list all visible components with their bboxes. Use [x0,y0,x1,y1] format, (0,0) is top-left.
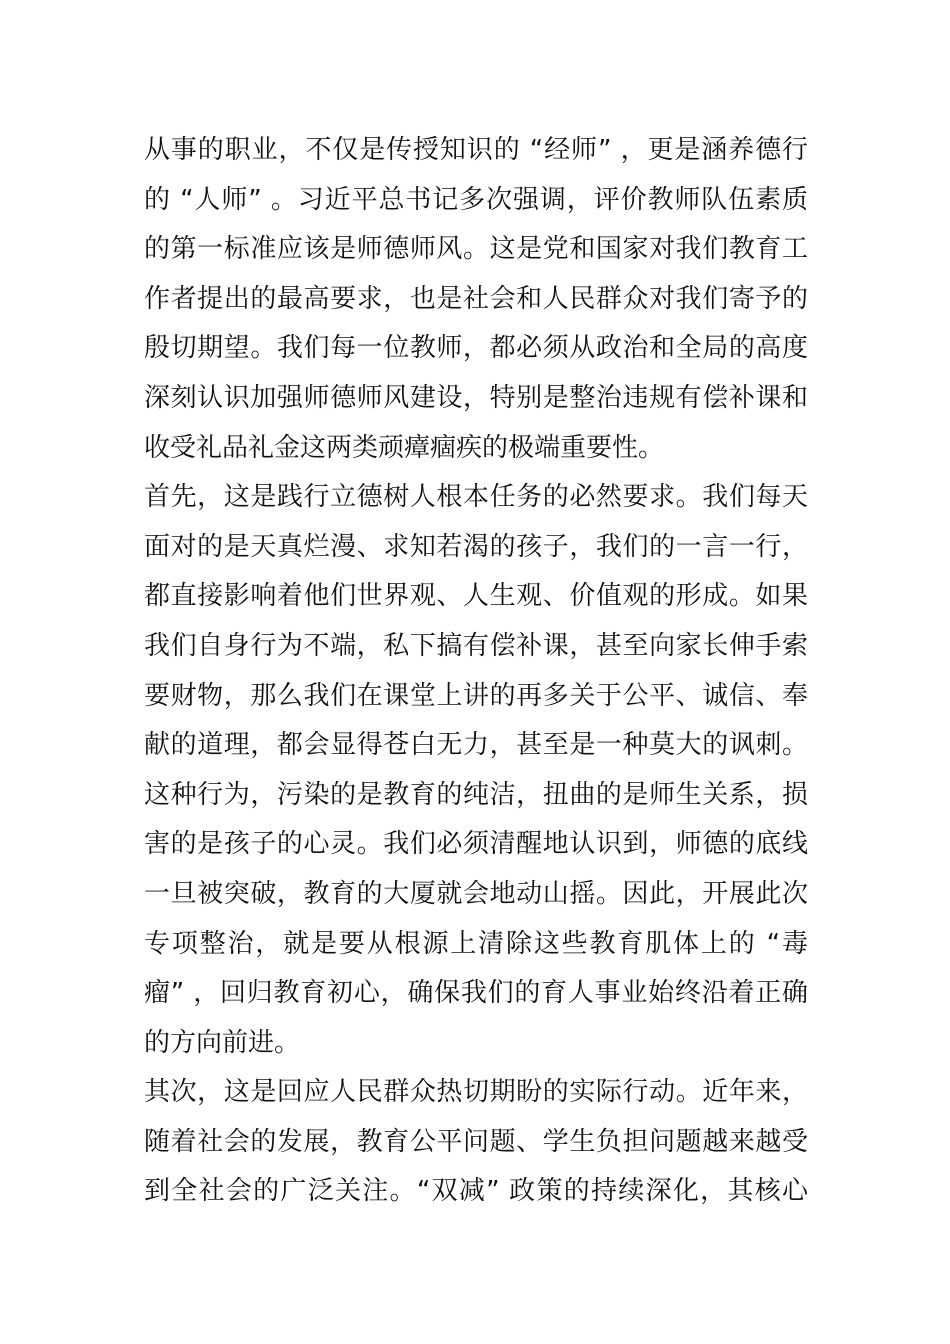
paragraph-2-line-11: 瘤” ，回归教育初心，确保我们的育人事业始终沿着正确 [144,978,808,1009]
paragraph-2-line-12: 的方向前进。 [144,1027,301,1058]
paragraph-2-line-3: 都直接影响着他们世界观、人生观、价值观的形成。如果 [144,581,808,612]
paragraph-2-line-10: 专项整治，就是要从根源上清除这些教育肌体上的 “毒 [144,928,808,959]
paragraph-2-line-8: 害的是孩子的心灵。我们必须清醒地认识到，师德的底线 [144,829,808,860]
paragraph-2-line-6: 献的道理，都会显得苍白无力，甚至是一种莫大的讽刺。 [144,730,808,761]
paragraph-2-line-5: 要财物，那么我们在课堂上讲的再多关于公平、诚信、奉 [144,680,808,711]
paragraph-2-line-4: 我们自身行为不端，私下搞有偿补课，甚至向家长伸手索 [144,630,808,661]
document-body [144,126,808,1217]
paragraph-2-line-2: 面对的是天真烂漫、求知若渴的孩子，我们的一言一行， [144,531,808,562]
paragraph-3-line-1: 其次，这是回应人民群众热切期盼的实际行动。近年来， [144,1077,808,1108]
paragraph-3-line-2: 随着社会的发展，教育公平问题、学生负担问题越来越受 [144,1126,808,1157]
paragraph-1-line-1: 从事的职业，不仅是传授知识的 “经师” ，更是涵养德行 [144,135,808,165]
paragraph-1-line-4: 作者提出的最高要求，也是社会和人民群众对我们寄予的 [144,283,808,314]
paragraph-1-line-6: 深刻认识加强师德师风建设，特别是整治违规有偿补课和 [144,382,808,413]
paragraph-2-line-7: 这种行为，污染的是教育的纯洁，扭曲的是师生关系，损 [144,779,808,810]
paragraph-2-line-1: 首先，这是践行立德树人根本任务的必然要求。我们每天 [144,482,808,513]
paragraph-1-line-2: 的 “人师” 。习近平总书记多次强调，评价教师队伍素质 [144,184,808,215]
paragraph-2-line-9: 一旦被突破，教育的大厦就会地动山摇。因此，开展此次 [144,878,808,909]
paragraph-1-line-3: 的第一标准应该是师德师风。这是党和国家对我们教育工 [144,234,808,265]
paragraph-3-line-3: 到全社会的广泛关注。“双减” 政策的持续深化，其核心 [144,1176,808,1207]
paragraph-1-line-5: 殷切期望。我们每一位教师，都必须从政治和全局的高度 [144,333,808,364]
paragraph-1-line-7: 收受礼品礼金这两类顽瘴痼疾的极端重要性。 [144,432,665,463]
